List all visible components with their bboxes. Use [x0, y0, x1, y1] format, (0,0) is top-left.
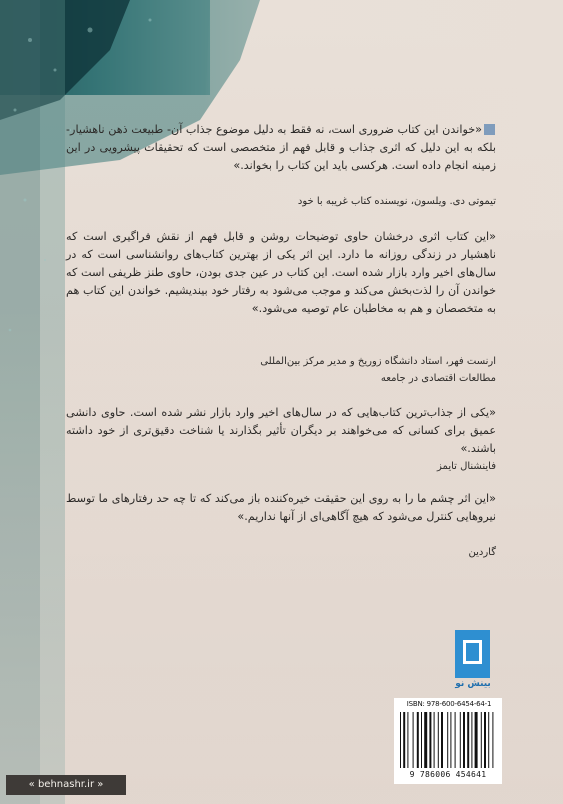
- quote-2: [66, 228, 496, 318]
- quote-4: [66, 490, 496, 526]
- quote-3: [66, 404, 496, 458]
- quote-4-attribution: [160, 544, 496, 561]
- publisher-name: بینش نو: [455, 679, 491, 689]
- quote-3-text: «یکی از جذاب‌ترین کتاب‌هایی که در سال‌های اخیر وارد بازار نشر شده است. حاوی دانشی عمیق برای کسانی که می‌خواهند بر دیگران تأثیر بگذارند یا شناخت دقیق‌تری از خود داشته باشند.»: [66, 406, 496, 455]
- quote-1-attribution-text: تیموتی دی. ویلسون، نویسنده کتاب غریبه با خود: [297, 196, 496, 207]
- quote-4-text: «این اثر چشم ما را به روی این حقیقت خیره‌کننده باز می‌کند که تا چه حد رفتارهای ما توسط نیروهایی کنترل می‌شود که هیچ آگاهی‌ای از آنها نداریم.»: [66, 492, 496, 523]
- quote-2-attribution-line1: ارنست فهر، استاد دانشگاه زوریخ و مدیر مرکز بین‌المللی: [260, 356, 496, 367]
- website-watermark[interactable]: « behnashr.ir »: [6, 775, 126, 795]
- barcode-number: 9 786006 454641: [409, 770, 487, 779]
- quote-1-text: «خواندن این کتاب ضروری است، نه فقط به دلیل موضوع جذاب آن- طبیعت ذهن ناهشیار- بلکه به این دلیل که اثری جذاب و قابل فهم از متخصصی است که تحقیقات پیشرویی در این زمینه انجام داده است. هرکسی باید این کتاب را بخواند.»: [66, 123, 496, 172]
- quote-2-attribution-line2: مطالعات اقتصادی در جامعه: [380, 373, 496, 384]
- barcode-bars: [400, 712, 496, 768]
- quote-3-attribution-text: فاینشنال تایمز: [437, 461, 496, 472]
- quote-1: [66, 121, 496, 175]
- quote-1-attribution: [160, 193, 496, 210]
- publisher-logo: [455, 630, 490, 678]
- quote-2-attribution: [160, 353, 496, 387]
- quote-3-attribution: [160, 458, 496, 475]
- isbn-text: ISBN: 978-600-6454-64-1: [406, 700, 492, 708]
- quote-4-attribution-text: گاردین: [468, 547, 496, 558]
- quote-2-text: «این کتاب اثری درخشان حاوی توضیحات روشن و قابل فهم از نقش فراگیری است که ناهشیار در زندگی روزانه ما دارد. این اثر یکی از بهترین کتاب‌های روانشناسی است که در سال‌های اخیر وارد بازار شده است. این کتاب در عین جدی بودن، حاوی طنز ظریفی است که خواندن آن را لذت‌بخش می‌کند و موجب می‌شود به رفتار خود بیندیشیم. خواندن این کتاب هم به متخصصان و هم به مخاطبان عام توصیه می‌شود.»: [66, 230, 496, 315]
- publisher-book-icon: [455, 630, 490, 678]
